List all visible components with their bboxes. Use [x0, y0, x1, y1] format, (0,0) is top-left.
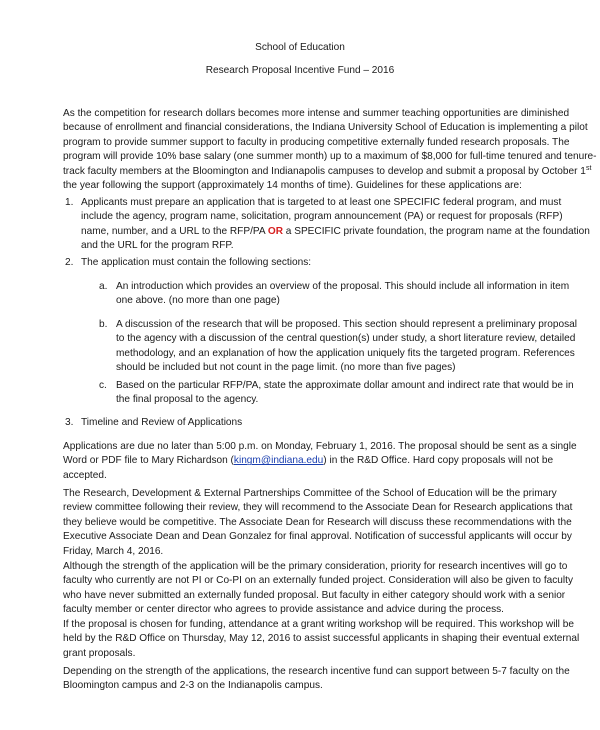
- intro-line: program will provide 10% base salary (one summer month) up to a maximum of $8,000 for full-time tenured and tenure-: [63, 151, 597, 163]
- sub-item-line: to the agency with a discussion of the central question(s) under study, a short literature review, detailed: [116, 333, 576, 345]
- paragraph-line: Bloomington campus and 2-3 on the Indianapolis campus.: [63, 680, 323, 692]
- paragraph-line: If the proposal is chosen for funding, attendance at a grant writing workshop will be required. This workshop will be: [63, 619, 574, 630]
- paragraph-line: faculty member or center director who agrees to provide assistance and advice during the process.: [63, 604, 504, 616]
- list-item-line: Applicants must prepare an application that is targeted to at least one SPECIFIC federal program, and must: [81, 197, 562, 208]
- committee-paragraph: [63, 487, 572, 559]
- sub-item-line: should be included but not count in the page limit. (no more than five pages): [116, 362, 456, 374]
- workshop-paragraph: [63, 618, 579, 661]
- sub-letter: c.: [99, 380, 107, 391]
- priority-paragraph: [63, 560, 573, 618]
- intro-line: As the competition for research dollars becomes more intense and summer teaching opportunities are diminished: [63, 108, 570, 119]
- paragraph-line: they believe would be competitive. The Associate Dean for Research will discuss these recommendations with the: [63, 516, 572, 528]
- list-number: 2.: [65, 257, 74, 268]
- school-heading: School of Education: [255, 42, 345, 53]
- intro-line: track faculty members at the Bloomington and Indianapolis campuses to develop and submit a proposal by October 1st: [63, 164, 592, 177]
- sub-item-line: Based on the particular RFP/PA, state the approximate dollar amount and indirect rate that would be in: [116, 380, 574, 391]
- list-item-applicants: [81, 196, 590, 254]
- sub-item-budget: [116, 379, 574, 408]
- sub-letter: b.: [99, 319, 108, 330]
- paragraph-line: accepted.: [63, 469, 107, 481]
- list-item-line: name, number, and a URL to the RFP/PA OR a SPECIFIC private foundation, the program name at the foundation: [81, 225, 590, 237]
- document-title: Research Proposal Incentive Fund – 2016: [205, 65, 395, 76]
- paragraph-line: Friday, March 4, 2016.: [63, 545, 164, 557]
- list-item-sections: The application must contain the following sections:: [81, 257, 312, 268]
- paragraph-line: Word or PDF file to Mary Richardson (kingm@indiana.edu) in the R&D Office. Hard copy proposals will not be: [63, 455, 554, 467]
- list-number: 1.: [65, 197, 74, 208]
- list-item-line: and the URL for the program RFP.: [81, 240, 234, 252]
- ordinal-superscript: st: [585, 164, 592, 172]
- paragraph-line: Executive Associate Dean and Dean Gonzalez for final approval. Notification of successful applicants will occur by: [63, 531, 572, 543]
- list-item-line: include the agency, program name, solicitation, program announcement (PA) or request for proposals (RFP): [81, 211, 563, 223]
- due-date-paragraph: [63, 440, 577, 483]
- sub-item-line: An introduction which provides an overview of the proposal. This should include all information in item: [116, 281, 570, 292]
- funding-paragraph: [63, 665, 570, 694]
- email-link[interactable]: kingm@indiana.edu: [233, 455, 324, 467]
- paragraph-line: grant proposals.: [63, 647, 136, 659]
- or-emphasis: OR: [267, 225, 283, 237]
- list-item-timeline: Timeline and Review of Applications: [81, 417, 243, 428]
- paragraph-line: The Research, Development & External Partnerships Committee of the School of Education will be the primary: [63, 488, 557, 499]
- paragraph-line: who have never submitted an externally funded proposal. But faculty in either category should work with a senior: [63, 589, 566, 601]
- sub-item-line: A discussion of the research that will be proposed. This section should represent a preliminary proposal: [116, 319, 578, 330]
- paragraph-line: faculty who currently are not PI or Co-PI on an externally funded project. Consideration will also be given to faculty: [63, 575, 574, 587]
- paragraph-line: Depending on the strength of the applications, the research incentive fund can support between 5-7 faculty on the: [63, 666, 570, 677]
- list-number: 3.: [65, 417, 74, 428]
- sub-item-line: methodology, and an explanation of how the application uniquely fits the targeted program. References: [116, 347, 575, 359]
- paragraph-line: review committee following their review, they will recommend to the Associate Dean for Research applications that: [63, 502, 573, 514]
- intro-line: the year following the support (approximately 14 months of time). Guidelines for these applications are:: [63, 180, 522, 192]
- intro-line: program to provide summer support to faculty in producing competitive externally funded research proposals. The: [63, 136, 570, 148]
- sub-item-introduction: [116, 280, 569, 309]
- sub-item-discussion: [116, 318, 577, 376]
- sub-item-line: one above. (no more than one page): [116, 295, 280, 307]
- intro-paragraph: [63, 107, 597, 193]
- sub-letter: a.: [99, 281, 108, 292]
- paragraph-line: Although the strength of the application will be the primary consideration, priority for research incentives will go to: [63, 561, 568, 572]
- paragraph-line: Applications are due no later than 5:00 p.m. on Monday, February 1, 2016. The proposal should be sent as a single: [63, 441, 577, 452]
- paragraph-line: held by the R&D Office on Thursday, May 12, 2016 to assist successful applicants in shaping their eventual external: [63, 633, 580, 645]
- intro-line: because of enrollment and financial considerations, the Indiana University School of Education is implementing a pilot: [63, 122, 588, 134]
- sub-item-line: the final proposal to the agency.: [116, 394, 259, 406]
